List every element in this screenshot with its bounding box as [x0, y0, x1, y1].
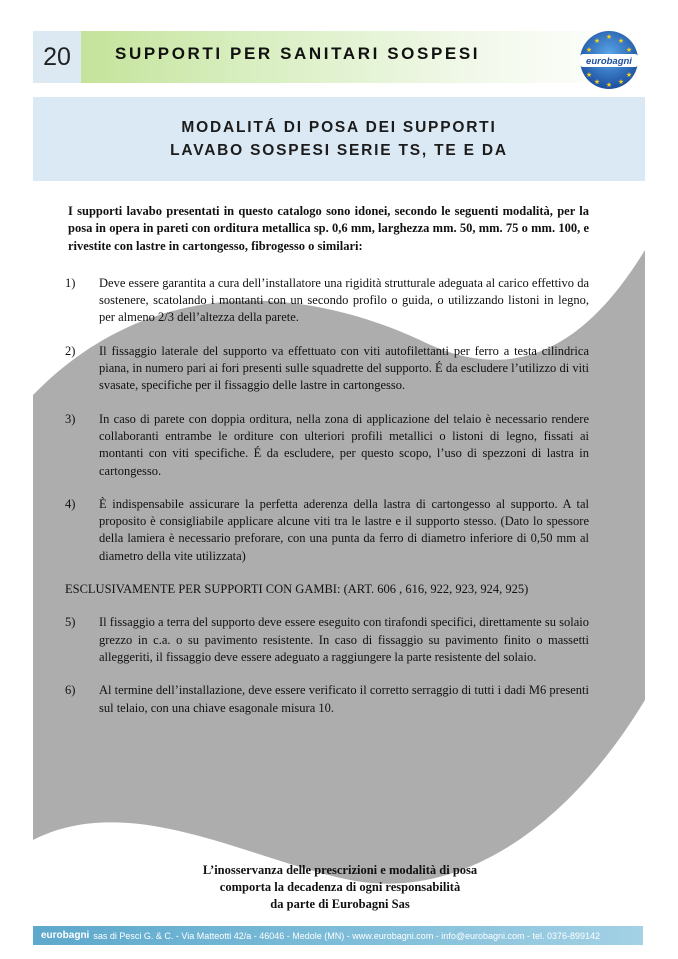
list-item: [65, 496, 589, 565]
svg-text:★: ★: [605, 33, 613, 41]
notice-line-2: comporta la decadenza di ogni responsabilità: [219, 880, 461, 894]
item-text: Al termine dell’installazione, deve essere verificato il corretto serraggio di tutti i dadi M6 presenti sul telaio, con una chiave esagonale misura 10.: [99, 683, 589, 715]
svg-text:★: ★: [617, 37, 625, 45]
notice-line-3: da parte di Eurobagni Sas: [270, 897, 410, 911]
notice-line-1: L’inosservanza delle prescrizioni e modalità di posa: [202, 863, 478, 877]
footer-brand: eurobagni: [41, 930, 90, 941]
svg-text:★: ★: [625, 46, 633, 54]
item-number: 4): [65, 496, 76, 511]
item-text: È indispensabile assicurare la perfetta aderenza della lastra di cartongesso al supporto. A tal proposito è consigliabile applicare alcune viti tra le lastre e il supporto stesso. (Dato lo spessore della lamiera è necessario preforare, con una punta da ferro di diametro inferiore di 0,50 mm al diametro della vite utilizzata): [99, 496, 589, 563]
item-number: 1): [65, 275, 76, 290]
list-item: [65, 682, 589, 717]
exclusive-heading: ESCLUSIVAMENTE PER SUPPORTI CON GAMBI: (ART. 606 , 616, 922, 923, 924, 925): [65, 582, 529, 597]
list-item: [65, 614, 589, 666]
header-title: SUPPORTI PER SANITARI SOSPESI: [115, 44, 481, 63]
svg-text:★: ★: [625, 71, 633, 79]
title-line-2: LAVABO SOSPESI SERIE TS, TE E DA: [170, 142, 508, 159]
content: [65, 203, 589, 733]
item-text: Il fissaggio a terra del supporto deve essere eseguito con tirafondi specifici, direttamente su solaio grezzo in c.a. o su pavimento resistente. In caso di fissaggio su pavimento finito o massetti alleggeriti, il fissaggio deve essere adeguato a raggiungere la parte resistente del solaio.: [99, 615, 589, 664]
footer-bar: [33, 926, 643, 945]
title-line-1: MODALITÁ DI POSA DEI SUPPORTI: [181, 119, 497, 136]
disclaimer-notice: [140, 862, 540, 913]
svg-text:★: ★: [593, 37, 601, 45]
intro-paragraph: I supporti lavabo presentati in questo catalogo sono idonei, secondo le seguenti modalità, per la posa in opera in pareti con orditura metallica sp. 0,6 mm, larghezza mm. 50, mm. 75 o mm. 100, e rivestite con lastre in cartongesso, fibrogesso o similari:: [68, 204, 589, 253]
item-text: Deve essere garantita a cura dell’installatore una rigidità strutturale adeguata al carico effettivo da sostenere, scatolando i montanti con un secondo profilo o guida, o utilizzando listoni in legno, per almeno 2/3 dell’altezza della parete.: [99, 275, 589, 325]
list-item: [65, 411, 589, 480]
title-box: [33, 97, 645, 181]
list-item: [65, 275, 589, 327]
svg-text:★: ★: [585, 46, 593, 54]
logo-text: eurobagni: [586, 56, 632, 67]
item-number: 5): [65, 615, 76, 630]
footer-contact: sas di Pesci G. & C. - Via Matteotti 42/a - 46046 - Medole (MN) - www.eurobagni.com - info@eurobagni.com - tel. 0376-899142: [93, 930, 601, 941]
item-number: 6): [65, 683, 76, 698]
page-number: 20: [33, 31, 81, 83]
item-number: 2): [65, 343, 76, 358]
list-item: [65, 343, 589, 395]
svg-text:★: ★: [617, 78, 625, 86]
svg-text:★: ★: [605, 81, 613, 89]
svg-text:★: ★: [593, 78, 601, 86]
eurobagni-logo: [578, 29, 640, 91]
item-text: In caso di parete con doppia orditura, nella zona di applicazione del telaio è necessario rendere collaboranti entrambe le orditure con ulteriori profili metallici o listoni di legno, fissati ai montanti con viti specifiche. É da escludere, per questo scopo, l’uso di spezzoni di lastra in cartongesso.: [99, 411, 589, 478]
item-text: Il fissaggio laterale del supporto va effettuato con viti autofilettanti per ferro a testa cilindrica piana, in numero pari ai fori presenti sulle squadrette del supporto. É da escludere l’utilizzo di viti svasate, specifiche per il fissaggio delle lastre in cartongesso.: [99, 343, 589, 393]
item-number: 3): [65, 411, 76, 426]
svg-text:★: ★: [585, 71, 593, 79]
